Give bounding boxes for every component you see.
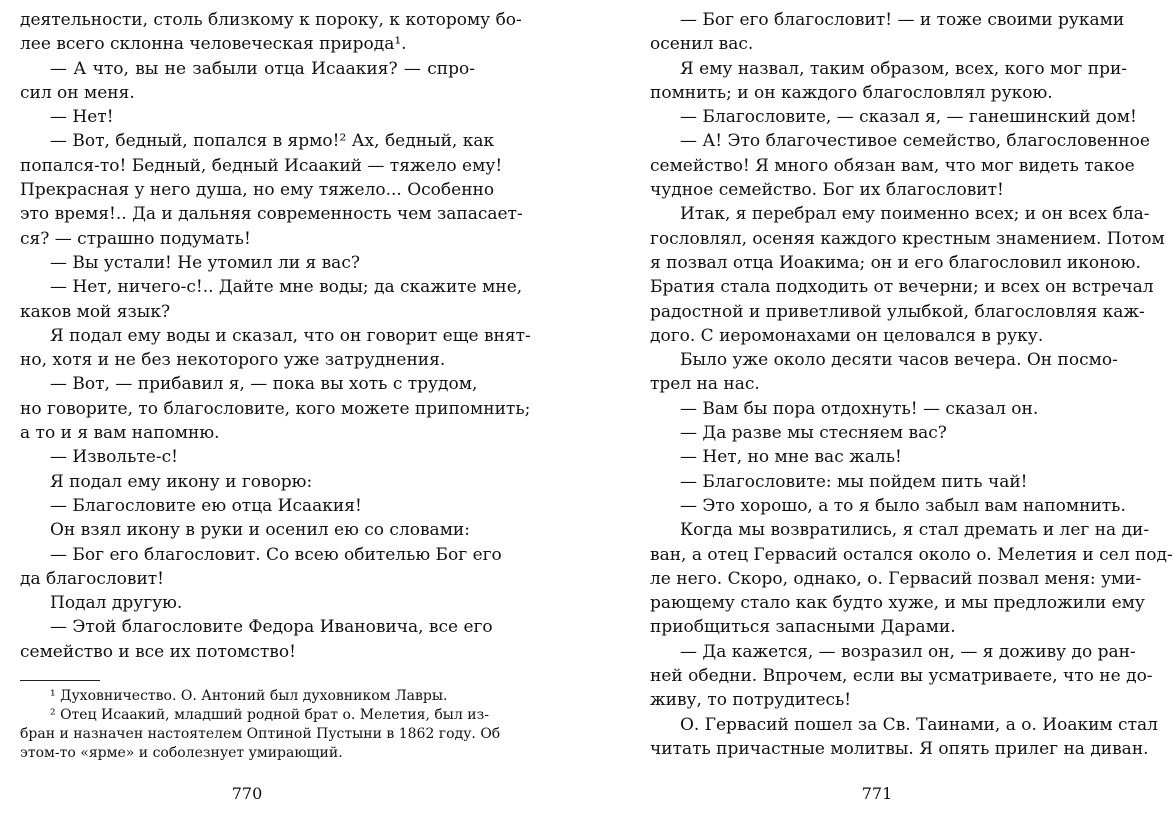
right-page <box>650 8 1173 761</box>
text-line: читать причастные молитвы. Я опять прилег на диван. <box>650 738 1149 759</box>
text-line: гословлял, осеняя каждого крестным знамением. Потом <box>650 228 1165 249</box>
text-line: семейство и все их потомство! <box>20 641 296 662</box>
footnote-line: ² Отец Исаакий, младший родной брат о. Мелетия, был из- <box>50 707 489 724</box>
footnote-line: бран и назначен настоятелем Оптиной Пустыни в 1862 году. Об <box>20 726 501 743</box>
text-line: рающему стало как будто хуже, и мы предложили ему <box>650 593 1145 614</box>
text-line: — Бог его благословит. Со всею обителью Бог его <box>50 544 502 565</box>
text-line: ле него. Скоро, однако, о. Гервасий позвал меня: уми- <box>650 568 1142 589</box>
text-line: Когда мы возвратились, я стал дремать и лег на ди- <box>680 520 1150 541</box>
text-line: приобщиться запасными Дарами. <box>650 617 956 638</box>
text-line: Итак, я перебрал ему поименно всех; и он всех бла- <box>680 204 1150 225</box>
text-line: ся? — страшно подумать! <box>20 228 251 249</box>
text-line: Подал другую. <box>50 593 183 614</box>
text-line: — Бог его благословит! — и тоже своими руками <box>680 10 1125 30</box>
text-line: — Да разве мы стесняем вас? <box>680 423 947 444</box>
left-page-body <box>20 8 531 664</box>
text-line: Я подал ему икону и говорю: <box>50 471 313 492</box>
page-number-right: 771 <box>861 784 893 803</box>
text-line: Братия стала подходить от вечерни; и всех он встречал <box>650 277 1154 298</box>
text-line: но говорите, то благословите, кого можете припомнить; <box>20 398 531 419</box>
text-line: — Вам бы пора отдохнуть! — сказал он. <box>680 398 1039 419</box>
footnote-rule <box>20 680 100 681</box>
text-line: деятельности, столь близкому к пороку, к которому бо- <box>20 10 522 30</box>
text-line: — Вы устали! Не утомил ли я вас? <box>50 252 360 273</box>
text-line: — Этой благословите Федора Ивановича, все его <box>50 617 493 638</box>
footnote-line: ¹ Духовничество. О. Антоний был духовником Лавры. <box>50 688 448 705</box>
text-line: — Вот, — прибавил я, — пока вы хоть с трудом, <box>50 374 478 395</box>
text-line: Я подал ему воды и сказал, что он говорит еще внят- <box>50 325 531 346</box>
footnotes <box>20 687 501 763</box>
text-line: — Благословите: мы пойдем пить чай! <box>680 471 1028 492</box>
text-line: семейство! Я много обязан вам, что мог видеть такое <box>650 155 1135 176</box>
text-line: осенил вас. <box>650 34 754 55</box>
text-line: сил он меня. <box>20 82 135 103</box>
page-number-left: 770 <box>231 784 263 803</box>
text-line: — Да кажется, — возразил он, — я доживу до ран- <box>680 641 1136 662</box>
text-line: я позвал отца Иоакима; он и его благословил иконою. <box>650 252 1141 273</box>
left-page <box>20 8 531 763</box>
text-line: каков мой язык? <box>20 301 171 322</box>
text-line: Прекрасная у него душа, но ему тяжело... Особенно <box>20 180 495 201</box>
text-line: О. Гервасий пошел за Св. Таинами, а о. Иоаким стал <box>680 714 1158 735</box>
text-line: — Нет, ничего-с!.. Дайте мне воды; да скажите мне, <box>50 277 523 298</box>
text-line: — Извольте-с! <box>50 447 178 468</box>
text-line: Я ему назвал, таким образом, всех, кого мог при- <box>680 58 1128 79</box>
text-line: радостной и приветливой улыбкой, благословляя каж- <box>650 301 1145 322</box>
text-line: — Это хорошо, а то я было забыл вам напомнить. <box>680 495 1126 516</box>
text-line: а то и я вам напомню. <box>20 423 220 444</box>
text-line: но, хотя и не без некоторого уже затруднения. <box>20 350 446 371</box>
text-line: лее всего склонна человеческая природа¹. <box>20 34 407 55</box>
text-line: — Нет, но мне вас жаль! <box>680 447 902 468</box>
text-line: — Нет! <box>50 107 114 128</box>
text-line: дого. С иеромонахами он целовался в руку. <box>650 325 1044 346</box>
text-line: трел на нас. <box>650 374 760 395</box>
text-line: живу, то потрудитесь! <box>650 690 852 711</box>
text-line: — А что, вы не забыли отца Исаакия? — спро- <box>50 58 475 79</box>
text-line: Было уже около десяти часов вечера. Он посмо- <box>680 350 1118 371</box>
right-page-body <box>650 8 1173 761</box>
text-line: — Благословите, — сказал я, — ганешинский дом! <box>680 107 1137 128</box>
text-line: — Вот, бедный, попался в ярмо!² Ах, бедный, как <box>50 131 495 152</box>
text-line: Он взял икону в руки и осенил ею со словами: <box>50 520 470 541</box>
text-line: попался-то! Бедный, бедный Исаакий — тяжело ему! <box>20 155 503 176</box>
text-line: чудное семейство. Бог их благословит! <box>650 180 1004 201</box>
footnote-line: этом-то «ярме» и соболезнует умирающий. <box>20 745 343 762</box>
text-line: ван, а отец Гервасий остался около о. Мелетия и сел под- <box>650 544 1173 565</box>
text-line: — Благословите ею отца Исаакия! <box>50 495 362 516</box>
text-line: да благословит! <box>20 568 165 589</box>
text-line: ней обедни. Впрочем, если вы усматриваете, что не до- <box>650 666 1153 687</box>
text-line: — А! Это благочестивое семейство, благословенное <box>680 131 1150 152</box>
text-line: это время!.. Да и дальняя современность чем запасает- <box>20 204 523 225</box>
text-line: помнить; и он каждого благословлял рукою. <box>650 82 1053 103</box>
